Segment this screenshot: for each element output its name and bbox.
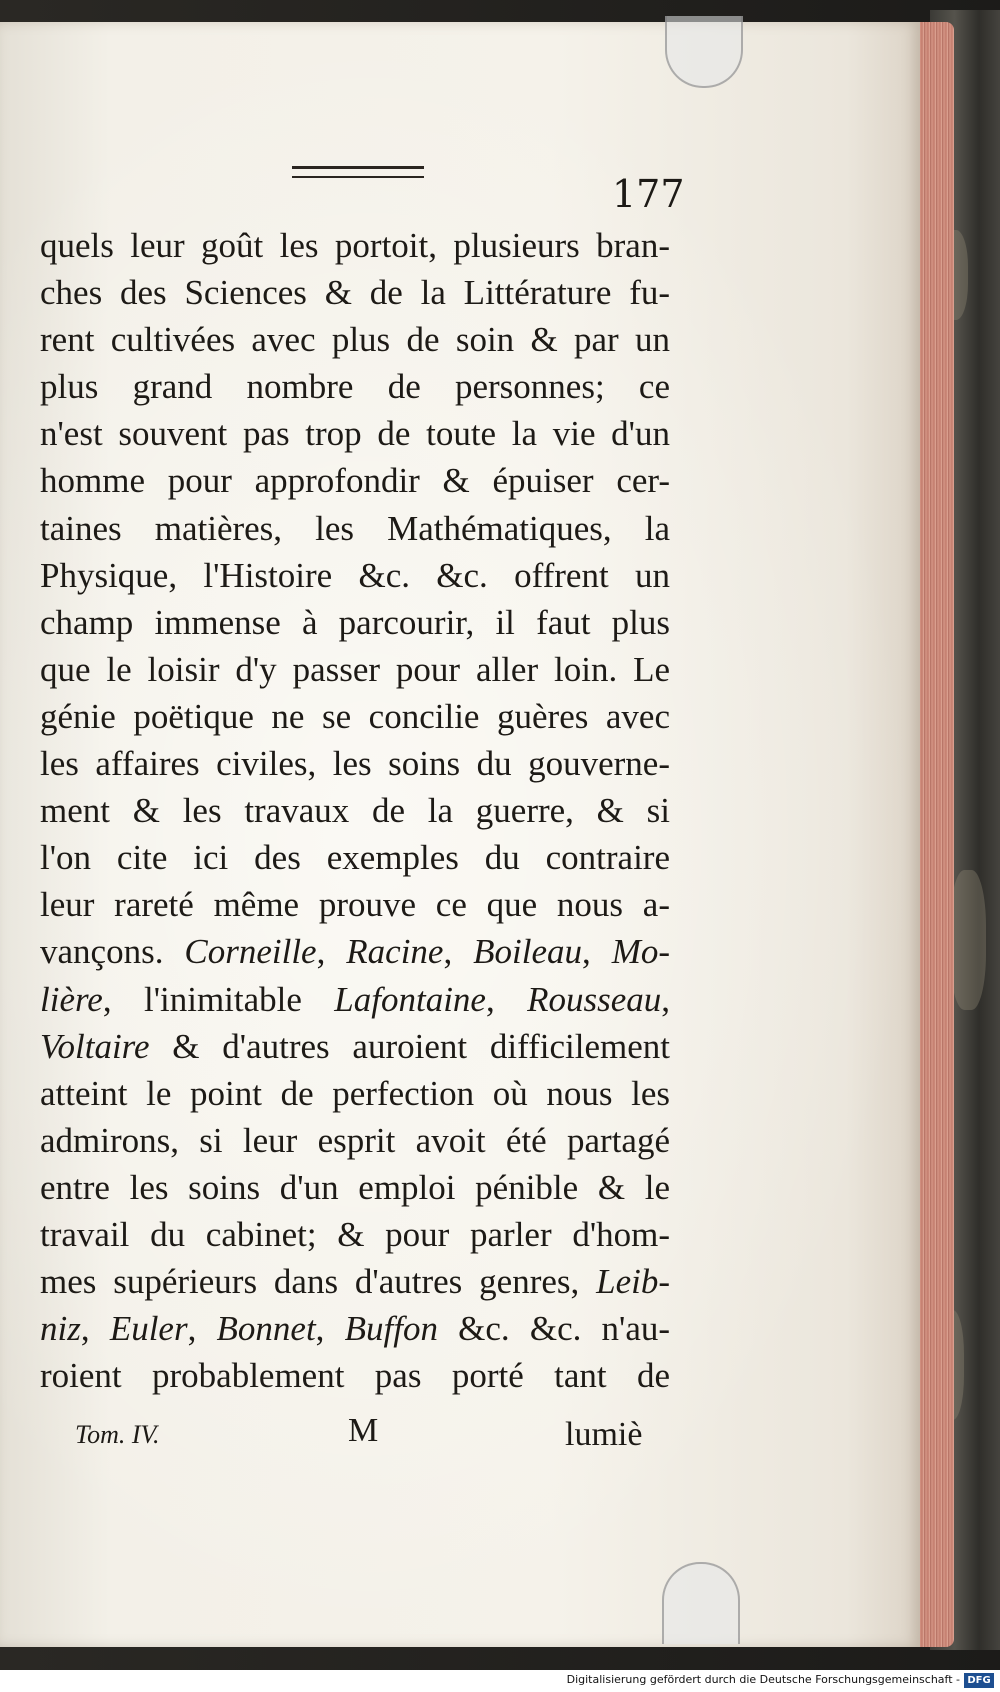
text-line: [40, 1070, 670, 1117]
text-segment: n'est souvent pas trop de toute la vie d'un: [40, 414, 670, 454]
text-segment: ment & les travaux de la guerre, & si: [40, 791, 670, 831]
text-segment: & d'autres auroient difficilement: [149, 1026, 670, 1066]
italic-name: Mo-: [611, 932, 670, 972]
text-segment: atteint le point de perfection où nous les: [40, 1073, 670, 1113]
text-segment: travail du cabinet; & pour parler d'hom-: [40, 1214, 670, 1254]
text-line: [40, 881, 670, 928]
text-line: [40, 928, 670, 975]
book-page: [0, 22, 920, 1647]
text-segment: ,: [316, 932, 347, 972]
text-line: [40, 834, 670, 881]
text-line: [40, 1305, 670, 1352]
text-line: [40, 1352, 670, 1399]
volume-signature: Tom. IV.: [75, 1420, 160, 1449]
text-segment: champ immense à parcourir, il faut plus: [40, 602, 670, 642]
text-segment: admirons, si leur esprit avoit été partagé: [40, 1120, 670, 1160]
italic-name: lière: [40, 979, 103, 1019]
text-line: [40, 1117, 670, 1164]
italic-name: Lafontaine: [334, 979, 486, 1019]
italic-name: Euler: [109, 1309, 188, 1349]
italic-name: niz: [40, 1309, 81, 1349]
text-segment: homme pour approfondir & épuiser cer-: [40, 461, 670, 501]
text-segment: ,: [187, 1309, 217, 1349]
text-segment: mes supérieurs dans d'autres genres,: [40, 1262, 597, 1302]
text-line: [40, 222, 670, 269]
text-segment: ,: [315, 1309, 345, 1349]
text-line: [40, 1023, 670, 1070]
italic-name: Voltaire: [40, 1026, 150, 1066]
text-segment: vançons.: [40, 932, 185, 972]
text-line: [40, 457, 670, 504]
text-line: [40, 599, 670, 646]
text-line: [40, 787, 670, 834]
text-segment: ,: [485, 979, 528, 1019]
italic-name: Corneille: [184, 932, 317, 972]
text-segment: ,: [582, 932, 612, 972]
text-line: [40, 1164, 670, 1211]
italic-name: Bonnet: [216, 1309, 316, 1349]
page-body-text: [40, 222, 670, 1399]
digitization-footer: [0, 1670, 1000, 1692]
text-segment: quels leur goût les portoit, plusieurs bran-: [40, 226, 670, 265]
text-segment: génie poëtique ne se concilie guères avec: [40, 696, 670, 736]
italic-name: Leib-: [596, 1262, 670, 1302]
text-line: [40, 269, 670, 316]
footer-credit: Digitalisierung gefördert durch die Deutsche Forschungsgemeinschaft -: [566, 1673, 960, 1686]
text-line: [40, 740, 670, 787]
text-line: [40, 410, 670, 457]
text-line: [40, 693, 670, 740]
text-segment: l'on cite ici des exemples du contraire: [40, 838, 670, 878]
cover-wear-mark: [950, 870, 986, 1010]
text-line: [40, 1258, 670, 1305]
italic-name: Buffon: [344, 1309, 438, 1349]
glass-clip-bottom: [662, 1562, 740, 1644]
dfg-logo: DFG: [964, 1673, 994, 1688]
text-segment: ,: [80, 1309, 110, 1349]
italic-name: Boileau: [473, 932, 583, 972]
text-segment: roient probablement pas porté tant de: [40, 1356, 670, 1396]
text-line: [40, 316, 670, 363]
text-segment: taines matières, les Mathématiques, la: [40, 508, 670, 548]
text-line: [40, 552, 670, 599]
text-segment: ches des Sciences & de la Littérature fu-: [40, 273, 670, 313]
text-segment: , l'inimitable: [102, 979, 335, 1019]
text-segment: leur rareté même prouve ce que nous a-: [40, 885, 670, 925]
text-line: [40, 646, 670, 693]
text-segment: ,: [443, 932, 474, 972]
text-segment: les affaires civiles, les soins du gouverne-: [40, 744, 670, 784]
italic-name: Racine: [346, 932, 444, 972]
text-line: [40, 505, 670, 552]
text-segment: entre les soins d'un emploi pénible & le: [40, 1167, 670, 1207]
catchword: lumiè: [565, 1416, 643, 1453]
text-line: [40, 1211, 670, 1258]
text-segment: Physique, l'Histoire &c. &c. offrent un: [40, 555, 670, 595]
gathering-mark: M: [348, 1412, 379, 1449]
page-number: 177: [612, 172, 685, 216]
text-segment: que le loisir d'y passer pour aller loin. Le: [40, 649, 670, 689]
text-segment: rent cultivées avec plus de soin & par un: [40, 320, 670, 360]
text-line: [40, 976, 670, 1023]
text-segment: ,: [661, 979, 670, 1019]
text-line: [40, 363, 670, 410]
text-segment: plus grand nombre de personnes; ce: [40, 367, 670, 407]
header-rule: [292, 166, 424, 178]
text-segment: &c. &c. n'au-: [437, 1309, 670, 1349]
glass-clip-top: [665, 16, 743, 88]
italic-name: Rousseau: [527, 979, 662, 1019]
